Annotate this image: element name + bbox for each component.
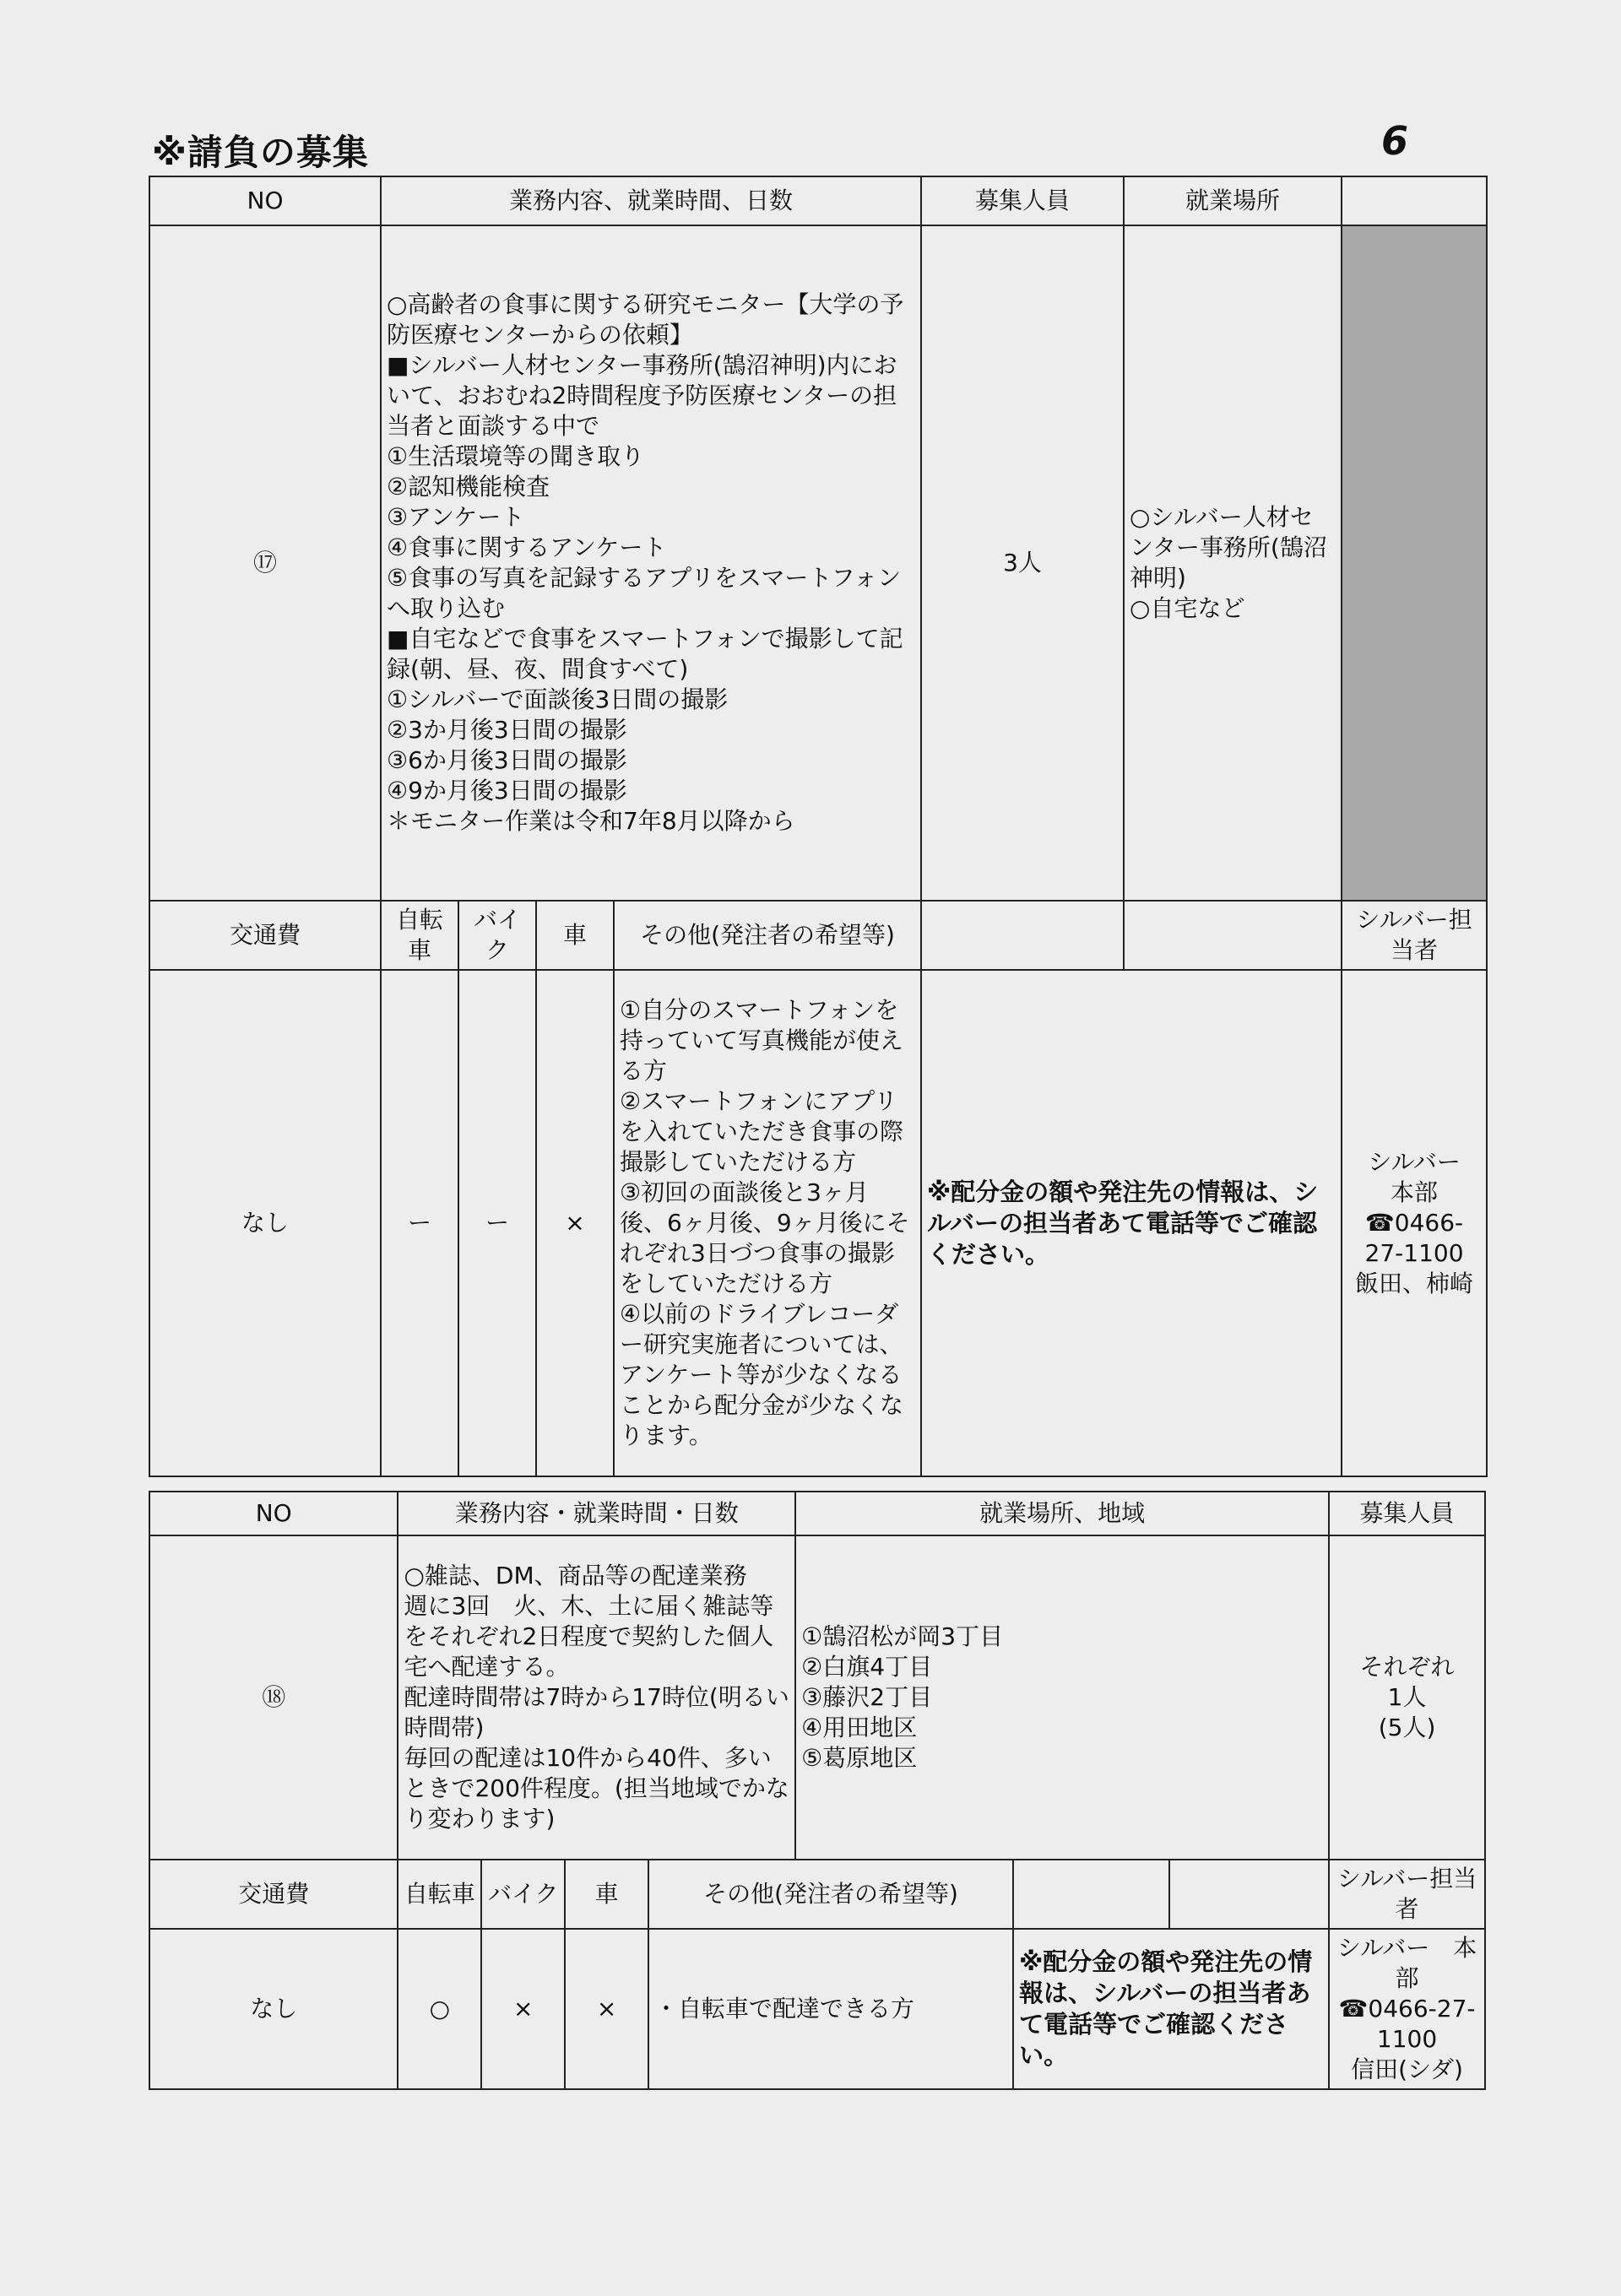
transport-value: なし xyxy=(149,1929,398,2089)
subheader-empty-cell xyxy=(1124,901,1342,970)
bicycle-value: ○ xyxy=(398,1929,481,2089)
transport-value: なし xyxy=(149,970,381,1476)
car-value: × xyxy=(565,1929,648,2089)
page-number: 6 xyxy=(1381,118,1409,164)
subheader-car: 車 xyxy=(565,1860,648,1929)
bike-value: × xyxy=(481,1929,565,2089)
subheader-empty-cell xyxy=(921,901,1124,970)
contact-value: シルバー 本部 ☎0466-27-1100 飯田、柿崎 xyxy=(1355,1148,1474,1297)
job-number: ⑱ xyxy=(149,1535,398,1860)
job-place: ○シルバー人材センター事務所(鵠沼神明) ○自宅など xyxy=(1130,503,1327,622)
shaded-cell xyxy=(1342,225,1487,901)
job-place: ①鵠沼松が岡3丁目 ②白旗4丁目 ③藤沢2丁目 ④用田地区 ⑤葛原地区 xyxy=(801,1622,1004,1772)
bike-value: ー xyxy=(458,970,536,1476)
subheader-other: その他(発注者の希望等) xyxy=(648,1860,1013,1929)
contact-value: シルバー 本部 ☎0466-27-1100 信田(シダ) xyxy=(1336,1934,1477,2083)
other-value: ①自分のスマートフォンを持っていて写真機能が使える方 ②スマートフォンにアプリを入れていただき食事の際撮影していただける方 ③初回の面談後と3ヶ月後、6ヶ月後、9ヶ月後にそれぞれ3日づつ食事の撮影をしていただける方 ④以前のドライブレコーダー研究実施者については、アンケート等が少なくなることから配分金が少なくなります。 xyxy=(620,996,910,1449)
subheader-empty-cell xyxy=(1013,1860,1169,1929)
subheader-bike: バイク xyxy=(458,901,536,970)
header-people: 募集人員 xyxy=(921,176,1124,225)
subheader-bicycle: 自転車 xyxy=(398,1860,481,1929)
job-table-17 xyxy=(149,176,1488,1477)
bicycle-value: ー xyxy=(381,970,458,1476)
job-people-cell xyxy=(1329,1535,1485,1860)
job-place-cell xyxy=(1124,225,1342,901)
job-content-cell xyxy=(381,225,921,901)
other-value: ・自転車で配達できる方 xyxy=(654,1995,915,2023)
note-cell xyxy=(921,970,1342,1476)
subheader-other: その他(発注者の希望等) xyxy=(614,901,921,970)
subheader-bicycle: 自転車 xyxy=(381,901,458,970)
allocation-note: ※配分金の額や発注先の情報は、シルバーの担当者あて電話等でご確認ください。 xyxy=(927,1177,1319,1269)
job-content-cell xyxy=(398,1535,795,1860)
job-content: ○雑誌、DM、商品等の配達業務 週に3回 火、木、土に届く雑誌等をそれぞれ2日程度で契約した個人宅へ配達する。 配達時間帯は7時から17時位(明るい時間帯) 毎回の配達は10件から40件、多いときで200件程度。(担当地域でかなり変わります) xyxy=(404,1562,789,1833)
allocation-note: ※配分金の額や発注先の情報は、シルバーの担当者あて電話等でご確認ください。 xyxy=(1019,1947,1313,2070)
header-people: 募集人員 xyxy=(1329,1492,1485,1535)
note-cell xyxy=(1013,1929,1329,2089)
subheader-empty-cell xyxy=(1169,1860,1329,1929)
header-content: 業務内容・就業時間・日数 xyxy=(398,1492,795,1535)
job-content: ○高齢者の食事に関する研究モニター【大学の予防医療センターからの依頼】 ■シルバー人材センター事務所(鵠沼神明)内において、おおむね2時間程度予防医療センターの担当者と面談する中で ①生活環境等の聞き取り ②認知機能検査 ③アンケート ④食事に関するアンケート ⑤食事の写真を記録するアプリをスマートフォンへ取り込む ■自宅などで食事をスマートフォンで撮影して記録(朝、昼、夜、間食すべて) ①シルバーで面談後3日間の撮影 ②3か月後3日間の撮影 ③6か月後3日間の撮影 ④9か月後3日間の撮影 ＊モニター作業は令和7年8月以降から xyxy=(387,290,904,835)
job-place-cell xyxy=(795,1535,1329,1860)
subheader-transport: 交通費 xyxy=(149,901,381,970)
header-content: 業務内容、就業時間、日数 xyxy=(381,176,921,225)
header-place: 就業場所、地域 xyxy=(795,1492,1329,1535)
header-no: NO xyxy=(149,176,381,225)
job-people: それぞれ 1人 (5人) xyxy=(1359,1653,1455,1741)
contact-cell xyxy=(1329,1929,1485,2089)
subheader-car: 車 xyxy=(536,901,614,970)
job-table-18 xyxy=(149,1491,1486,2090)
car-value: × xyxy=(536,970,614,1476)
header-no: NO xyxy=(149,1492,398,1535)
job-number: ⑰ xyxy=(149,225,381,901)
subheader-transport: 交通費 xyxy=(149,1860,398,1929)
subheader-contact: シルバー担当者 xyxy=(1342,901,1487,970)
job-people: 3人 xyxy=(921,225,1124,901)
subheader-contact: シルバー担当者 xyxy=(1329,1860,1485,1929)
subheader-bike: バイク xyxy=(481,1860,565,1929)
page-title: ※請負の募集 xyxy=(152,132,369,173)
other-cell xyxy=(614,970,921,1476)
header-place: 就業場所 xyxy=(1124,176,1342,225)
other-cell xyxy=(648,1929,1013,2089)
contact-cell xyxy=(1342,970,1487,1476)
header-shaded-cell xyxy=(1342,176,1487,225)
